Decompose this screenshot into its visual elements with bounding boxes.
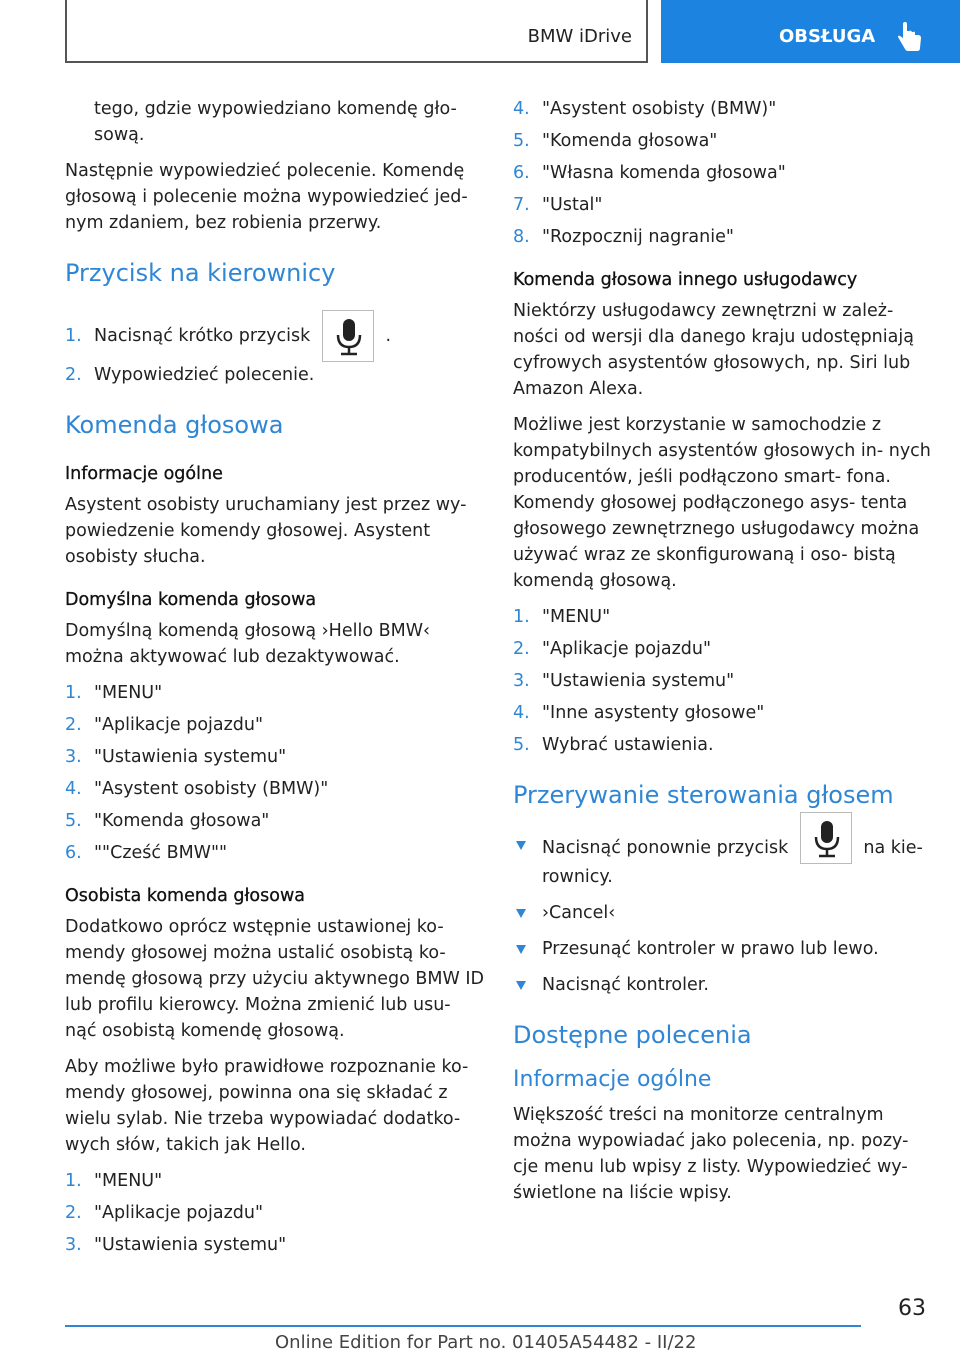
step-text: "Ustawienia systemu"	[94, 747, 287, 767]
list-item	[513, 668, 933, 694]
step-number: 4.	[65, 779, 82, 799]
step-text: "Aplikacje pojazdu"	[94, 1203, 264, 1223]
paragraph: Możliwe jest korzystanie w samochodzie z kompatybilnych asystentów głosowych in- nych producentów, jeśli podłączono smart- fona. Komendy głosowej podłączonego asys- tenta głosowego zewnętrznego usługodawcy można używać wraz ze skonfigurowaną i oso- bistą komendą głosową.	[513, 415, 931, 591]
section-heading-komenda: Komenda głosowa	[65, 411, 284, 439]
list-item	[513, 936, 933, 962]
step-number: 5.	[513, 735, 530, 755]
step-text: Wypowiedzieć polecenie.	[94, 365, 315, 385]
step-text: "Własna komenda głosowa"	[542, 163, 786, 183]
steps-osobista-cont	[513, 96, 933, 250]
step-number: 3.	[65, 747, 82, 767]
list-item	[65, 808, 485, 834]
step-number: 3.	[513, 671, 530, 691]
section-heading-przerywanie: Przerywanie sterowania głosem	[513, 781, 894, 809]
paragraph: Większość treści na monitorze centralnym można wypowiadać jako polecenia, np. pozy- cje menu lub wpisy z listy. Wypowiedzieć wy- świetlone na liście wpisy.	[513, 1105, 909, 1203]
subheading-info2: Informacje ogólne	[513, 1067, 712, 1092]
item-text: Nacisnąć kontroler.	[542, 975, 709, 995]
step-text: "Asystent osobisty (BMW)"	[94, 779, 329, 799]
left-column	[65, 96, 485, 1268]
list-item	[65, 776, 485, 802]
list-item	[513, 224, 933, 250]
header-section-title: BMW iDrive	[527, 26, 632, 47]
list-item	[65, 310, 485, 362]
paragraph: Dodatkowo oprócz wstępnie ustawionej ko- mendy głosowej można ustalić osobistą ko- mendę głosową przy użyciu aktywnego BMW ID lub profilu kierowcy. Można zmienić lub usu- nąć osobistą komendę głosową.	[65, 917, 484, 1041]
step-number: 6.	[513, 163, 530, 183]
section-heading-przycisk: Przycisk na kierownicy	[65, 259, 336, 287]
list-item	[513, 192, 933, 218]
list-item	[513, 832, 933, 890]
step-number: 5.	[513, 131, 530, 151]
list-item	[513, 160, 933, 186]
list-item	[65, 1232, 485, 1258]
list-item	[65, 362, 485, 388]
item-text: Przesunąć kontroler w prawo lub lewo.	[542, 939, 879, 959]
item-text: ›Cancel‹	[542, 903, 616, 923]
step-number: 1.	[65, 1171, 82, 1191]
footer-edition: Online Edition for Part no. 01405A54482 - II/22	[275, 1332, 697, 1353]
list-item	[65, 840, 485, 866]
voice-button-image	[322, 310, 374, 362]
list-przerywanie	[513, 832, 933, 998]
list-item	[65, 1168, 485, 1194]
subheading-osobista: Osobista komenda głosowa	[65, 886, 306, 906]
step-text: "Rozpocznij nagranie"	[542, 227, 734, 247]
step-number: 6.	[65, 843, 82, 863]
page-number: 63	[898, 1296, 926, 1321]
step-number: 1.	[513, 607, 530, 627]
list-item	[513, 636, 933, 662]
step-number: 2.	[513, 639, 530, 659]
list-item	[513, 900, 933, 926]
steps-domyslna	[65, 680, 485, 866]
list-item	[513, 96, 933, 122]
voice-button-image	[800, 812, 852, 864]
step-text: "Asystent osobisty (BMW)"	[542, 99, 777, 119]
item-text-end: na kie- rownicy.	[542, 838, 923, 887]
header-chapter-label: OBSŁUGA	[779, 26, 876, 47]
list-item	[513, 700, 933, 726]
list-item	[513, 732, 933, 758]
list-item	[65, 712, 485, 738]
subheading-info: Informacje ogólne	[65, 464, 223, 484]
footer-divider	[65, 1325, 861, 1327]
step-text: "Ustawienia systemu"	[542, 671, 735, 691]
list-item	[513, 972, 933, 998]
hand-pointer-icon	[897, 22, 923, 52]
microphone-icon	[335, 317, 363, 357]
paragraph: Aby możliwe było prawidłowe rozpoznanie ko- mendy głosowej, powinna ona się składać z wielu sylab. Nie trzeba wypowiadać dodatko- wych słów, takich jak Hello.	[65, 1057, 469, 1155]
step-number: 2.	[65, 715, 82, 735]
step-number: 3.	[65, 1235, 82, 1255]
step-text: "Ustal"	[542, 195, 603, 215]
steps-przycisk	[65, 310, 485, 388]
right-column	[513, 96, 933, 1216]
step-number: 5.	[65, 811, 82, 831]
step-text: "MENU"	[542, 607, 611, 627]
step-text: "MENU"	[94, 1171, 163, 1191]
paragraph: Asystent osobisty uruchamiany jest przez wy- powiedzenie komendy głosowej. Asystent osobisty słucha.	[65, 495, 467, 567]
step-text: "Ustawienia systemu"	[94, 1235, 287, 1255]
step-text: "Komenda głosowa"	[94, 811, 270, 831]
paragraph: Następnie wypowiedzieć polecenie. Komendę głosową i polecenie można wypowiedzieć jed- nym zdaniem, bez robienia przerwy.	[65, 161, 468, 233]
step-number: 1.	[65, 683, 82, 703]
bullet-arrow-icon	[516, 841, 526, 850]
step-number: 8.	[513, 227, 530, 247]
list-item	[65, 1200, 485, 1226]
step-number: 1.	[65, 326, 82, 346]
subheading-domyslna: Domyślna komenda głosowa	[65, 590, 317, 610]
step-number: 2.	[65, 365, 82, 385]
microphone-icon	[813, 819, 841, 859]
header-chapter-tab[interactable]	[661, 0, 960, 63]
subheading-inny: Komenda głosowa innego usługodawcy	[513, 270, 858, 290]
list-item	[513, 604, 933, 630]
item-text: Nacisnąć ponownie przycisk	[542, 838, 789, 858]
step-text: "Aplikacje pojazdu"	[94, 715, 264, 735]
list-item	[65, 680, 485, 706]
step-text: ""Cześć BMW""	[94, 843, 228, 863]
step-text: "Aplikacje pojazdu"	[542, 639, 712, 659]
step-text: Wybrać ustawienia.	[542, 735, 714, 755]
paragraph: Domyślną komendą głosową ›Hello BMW‹ można aktywować lub dezaktywować.	[65, 621, 430, 667]
steps-inny	[513, 604, 933, 758]
step-text: "Komenda głosowa"	[542, 131, 718, 151]
continuation-paragraph: tego, gdzie wypowiedziano komendę gło- sową.	[94, 99, 457, 145]
step-text-end: .	[385, 326, 392, 346]
paragraph: Niektórzy usługodawcy zewnętrzni w zależ- ności od wersji dla danego kraju udostępniają cyfrowych asystentów głosowych, np. Siri lub Amazon Alexa.	[513, 301, 914, 399]
step-number: 4.	[513, 99, 530, 119]
step-text: "MENU"	[94, 683, 163, 703]
step-number: 4.	[513, 703, 530, 723]
step-text: Nacisnąć krótko przycisk	[94, 326, 311, 346]
list-item	[65, 744, 485, 770]
list-item	[513, 128, 933, 154]
step-text: "Inne asystenty głosowe"	[542, 703, 765, 723]
section-heading-dostepne: Dostępne polecenia	[513, 1021, 752, 1049]
step-number: 2.	[65, 1203, 82, 1223]
bullet-arrow-icon	[516, 981, 526, 990]
steps-osobista	[65, 1168, 485, 1258]
step-number: 7.	[513, 195, 530, 215]
bullet-arrow-icon	[516, 945, 526, 954]
bullet-arrow-icon	[516, 909, 526, 918]
